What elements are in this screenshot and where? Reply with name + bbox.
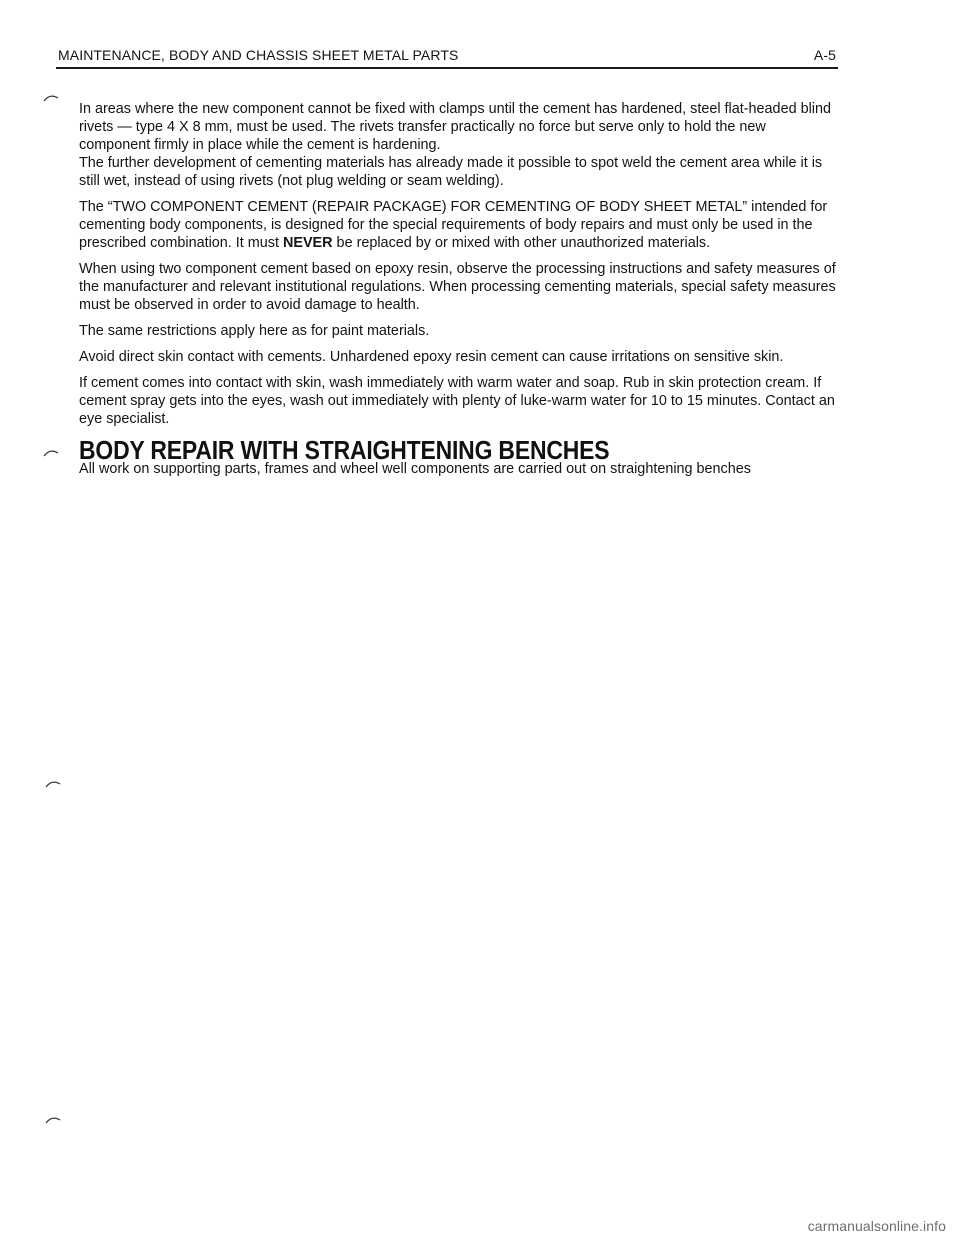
paragraph-two-component-cement [79,198,839,252]
page-number: A-5 [813,47,836,63]
header-rule [56,67,838,69]
binder-mark-icon [45,1115,63,1125]
paragraph-text: The “TWO COMPONENT CEMENT (REPAIR PACKAGE) FOR CEMENTING OF BODY SHEET METAL” intended for cementing body components, is designed for the special requirements of body repairs and must only be used in the prescribed combination. It must [79,199,828,251]
paragraph-skin-contact: Avoid direct skin contact with cements. Unhardened epoxy resin cement can cause irritations on sensitive skin. [79,349,784,365]
page-body [79,100,839,486]
paragraph-first-aid: If cement comes into contact with skin, wash immediately with warm water and soap. Rub in skin protection cream. If cement spray gets into the eyes, wash out immediately with plenty of luke-warm water for 10 to 15 minutes. Contact an eye specialist. [79,375,835,427]
binder-mark-icon [43,448,61,458]
watermark[interactable]: carmanualsonline.info [807,1218,946,1234]
header-title: MAINTENANCE, BODY AND CHASSIS SHEET METAL PARTS [58,47,459,63]
section-intro: All work on supporting parts, frames and wheel well components are carried out on straightening benches [79,461,751,477]
paragraph-restrictions: The same restrictions apply here as for paint materials. [79,323,430,339]
binder-mark-icon [45,779,63,789]
emphasis-never: NEVER [282,235,333,251]
paragraph-text: be replaced by or mixed with other unauthorized materials. [332,235,711,251]
running-header [58,47,836,63]
binder-mark-icon [43,93,61,103]
paragraph-epoxy-safety: When using two component cement based on epoxy resin, observe the processing instructions and safety measures of the manufacturer and relevant institutional regulations. When processing cementing materials, special safety measures must be observed in order to avoid damage to health. [79,261,836,313]
paragraph-spot-weld: The further development of cementing materials has already made it possible to spot weld the cement area while it is still wet, instead of using rivets (not plug welding or seam welding). [79,155,823,189]
paragraph-rivets: In areas where the new component cannot be fixed with clamps until the cement has hardened, steel flat-headed blind rivets — type 4 X 8 mm, must be used. The rivets transfer practically no force but serve only to hold the new component firmly in place while the cement is hardening. [79,101,831,153]
section-heading: BODY REPAIR WITH STRAIGHTENING BENCHES [79,437,610,465]
